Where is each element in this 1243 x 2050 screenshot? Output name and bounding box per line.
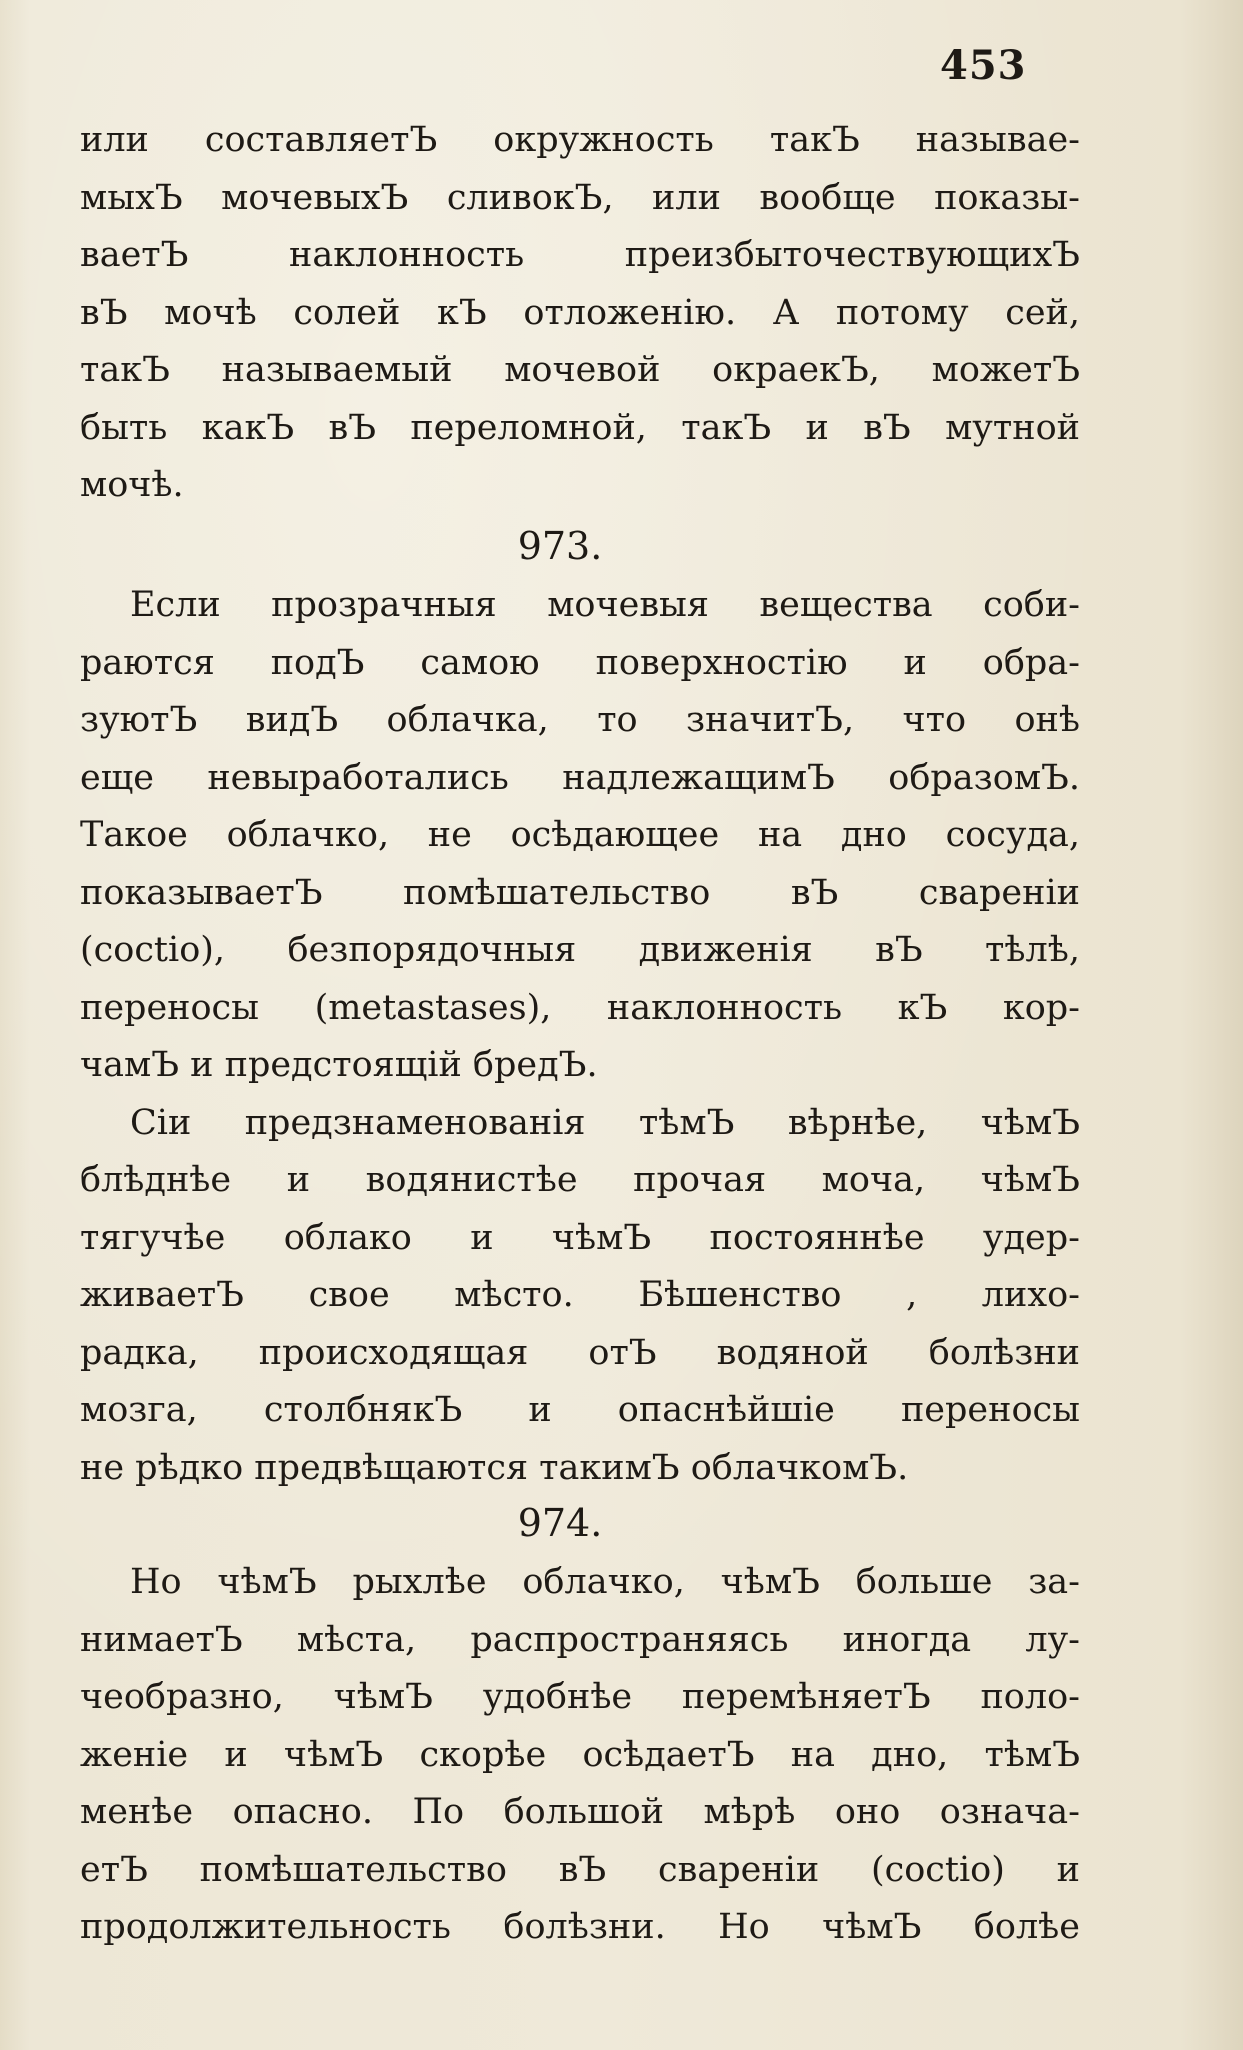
text-line: мочѣ. [80, 465, 184, 505]
text-line: живаетЪ свое мѣсто. Бѣшенство , лихо- [80, 1275, 1080, 1315]
text-line: блѣднѣе и водянистѣе прочая моча, чѣмЪ [80, 1160, 1080, 1200]
text-line: мозга, столбнякЪ и опаснѣйшiе переносы [80, 1390, 1080, 1430]
text-line: етЪ помѣшательство вЪ сваренiи (coctio) и [80, 1849, 1080, 1890]
section-number-973: 973. [517, 524, 603, 568]
section-974 [80, 1492, 1080, 1957]
text-line: ваетЪ наклонность преизбыточествующихЪ [80, 235, 1080, 275]
text-line: такЪ называемый мочевой окраекЪ, можетЪ [80, 350, 1080, 390]
text-line: вЪ мочѣ солей кЪ отложенiю. А потому сей, [80, 292, 1080, 333]
text-line: зуютЪ видЪ облачка, то значитЪ, что онѣ [80, 700, 1080, 740]
text-line: чеобразно, чѣмЪ удобнѣе перемѣняетЪ поло- [80, 1677, 1080, 1717]
section-number-974: 974. [517, 1501, 603, 1545]
text-line: раются подЪ самою поверхностiю и обра- [80, 642, 1080, 683]
text-line: Но чѣмЪ рыхлѣе облачко, чѣмЪ больше за- [130, 1562, 1080, 1602]
text-line: радка, происходящая отЪ водяной болѣзни [80, 1332, 1080, 1373]
page-number: 453 [940, 42, 1027, 89]
text-line: показываетЪ помѣшательство вЪ сваренiи [80, 872, 1080, 913]
text-line: (coctio), безпорядочныя движенiя вЪ тѣлѣ, [80, 930, 1080, 970]
text-line: женiе и чѣмЪ скорѣе осѣдаетЪ на дно, тѣмЪ [80, 1734, 1080, 1775]
text-line: быть какЪ вЪ переломной, такЪ и вЪ мутной [80, 407, 1080, 448]
text-line: Сiи предзнаменованiя тѣмЪ вѣрнѣе, чѣмЪ [130, 1102, 1080, 1143]
text-line: переносы (metastases), наклонность кЪ кор- [80, 987, 1080, 1028]
text-line: не рѣдко предвѣщаются такимЪ облачкомЪ. [80, 1447, 909, 1488]
text-line: или составляетЪ окружность такЪ называе- [80, 120, 1080, 160]
text-line: нимаетЪ мѣста, распространяясь иногда лу- [80, 1619, 1080, 1660]
text-line: менѣе опасно. По большой мѣрѣ оно означа- [80, 1792, 1080, 1832]
text-line: продолжительность болѣзни. Но чѣмЪ болѣе [80, 1907, 1080, 1947]
text-line: Если прозрачныя мочевыя вещества соби- [130, 585, 1080, 625]
intro-paragraph [80, 112, 1080, 515]
text-line: чамЪ и предстоящiй бредЪ. [80, 1045, 598, 1085]
text-line: мыхЪ мочевыхЪ сливокЪ, или вообще показы- [80, 177, 1080, 218]
text-line: Такое облачко, не осѣдающее на дно сосуда, [80, 815, 1080, 855]
section-973 [80, 515, 1080, 1497]
text-line: тягучѣе облако и чѣмЪ постояннѣе удер- [80, 1217, 1080, 1258]
text-line: еще невыработались надлежащимЪ образомЪ. [80, 757, 1080, 798]
